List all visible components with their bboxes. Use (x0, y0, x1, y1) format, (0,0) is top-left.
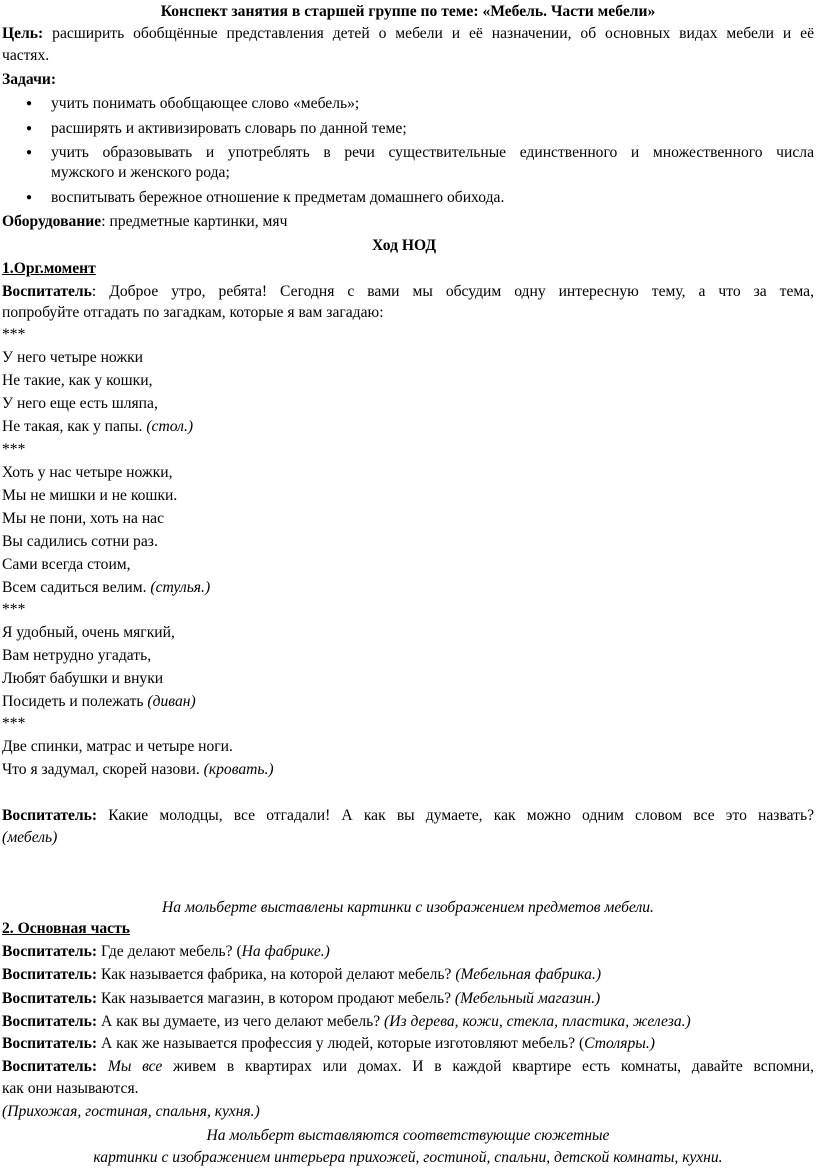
stars-separator: *** (2, 326, 26, 343)
equipment-line: Оборудование: предметные картинки, мяч (2, 213, 288, 230)
stars-separator: *** (2, 715, 26, 732)
task-item: расширять и активизировать словарь по данной теме; (51, 120, 407, 137)
bullet-icon: ● (26, 98, 33, 109)
riddle-line: Хоть у нас четыре ножки, (2, 464, 173, 481)
section1-heading: 1.Орг.момент (2, 260, 96, 277)
course-heading: Ход НОД (372, 237, 437, 254)
task-item: воспитывать бережное отношение к предметам домашнего обихода. (51, 189, 505, 206)
dialogue-line: Воспитатель: Как называется фабрика, на которой делают мебель? (Мебельная фабрика.) (2, 966, 602, 983)
riddle-line: Не такая, как у папы. (стол.) (2, 418, 194, 435)
tasks-label: Задачи: (2, 71, 57, 88)
goal-line-1: Цель: расширить обобщённые представления детей о мебели и её назначении, об основных видах мебели и её (2, 25, 814, 42)
document-title: Конспект занятия в старшей группе по теме: «Мебель. Части мебели» (160, 3, 656, 20)
riddle-line: Две спинки, матрас и четыре ноги. (2, 738, 233, 755)
task-item: учить образовывать и употреблять в речи существительные единственного и множественного числа (51, 144, 814, 161)
task-item: учить понимать обобщающее слово «мебель»; (51, 95, 360, 112)
bullet-icon: ● (26, 147, 33, 158)
rooms-answer: (Прихожая, гостиная, спальня, кухня.) (2, 1103, 260, 1120)
dialogue-line: Воспитатель: А как же называется профессия у людей, которые изготовляют мебель? (Столяры.) (2, 1035, 655, 1052)
stars-separator: *** (2, 441, 26, 458)
intro-line-1: Воспитатель: Доброе утро, ребята! Сегодня с вами мы обсудим одну интересную тему, а что за тема, (2, 283, 814, 300)
riddle-line: У него еще есть шляпа, (2, 395, 158, 412)
task-item-continued: мужского и женского рода; (51, 164, 230, 181)
riddle-line: Не такие, как у кошки, (2, 372, 153, 389)
easel-note: На мольберте выставлены картинки с изображением предметов мебели. (162, 899, 654, 916)
bullet-icon: ● (26, 192, 33, 203)
intro-line-2: попробуйте отгадать по загадкам, которые я вам загадаю: (2, 304, 384, 321)
dialogue-line: Воспитатель: Мы все живем в квартирах или домах. И в каждой квартире есть комнаты, давайте вспомни, (2, 1058, 815, 1075)
dialogue-line: Воспитатель: А как вы думаете, из чего делают мебель? (Из дерева, кожи, стекла, пластика, железа.) (2, 1013, 691, 1030)
praise-line: Воспитатель: Какие молодцы, все отгадали! А как вы думаете, как можно одним словом все это назвать? (2, 807, 814, 824)
riddle-line: Вам нетрудно угадать, (2, 647, 152, 664)
final-note-line-2: картинки с изображением интерьера прихожей, гостиной, спальни, детской комнаты, кухни. (93, 1149, 723, 1166)
riddle-line: Мы не мишки и не кошки. (2, 487, 178, 504)
goal-line-2: частях. (2, 47, 50, 64)
riddle-line: Всем садиться велим. (стулья.) (2, 579, 211, 596)
praise-answer: (мебель) (2, 829, 58, 846)
riddle-line: Посидеть и полежать (диван) (2, 693, 196, 710)
riddle-line: У него четыре ножки (2, 349, 144, 366)
riddle-line: Вы садились сотни раз. (2, 533, 158, 550)
dialogue-line-continued: как они называются. (2, 1080, 139, 1097)
final-note-line-1: На мольберт выставляются соответствующие сюжетные (206, 1127, 610, 1144)
riddle-line: Любят бабушки и внуки (2, 670, 164, 687)
dialogue-line: Воспитатель: Где делают мебель? (На фабрике.) (2, 943, 330, 960)
stars-separator: *** (2, 601, 26, 618)
riddle-line: Сами всегда стоим, (2, 556, 131, 573)
bullet-icon: ● (26, 123, 33, 134)
dialogue-line: Воспитатель: Как называется магазин, в котором продают мебель? (Мебельный магазин.) (2, 990, 601, 1007)
section2-heading: 2. Основная часть (2, 920, 130, 937)
riddle-line: Что я задумал, скорей назови. (кровать.) (2, 761, 274, 778)
riddle-line: Мы не пони, хоть на нас (2, 510, 165, 527)
riddle-line: Я удобный, очень мягкий, (2, 624, 175, 641)
